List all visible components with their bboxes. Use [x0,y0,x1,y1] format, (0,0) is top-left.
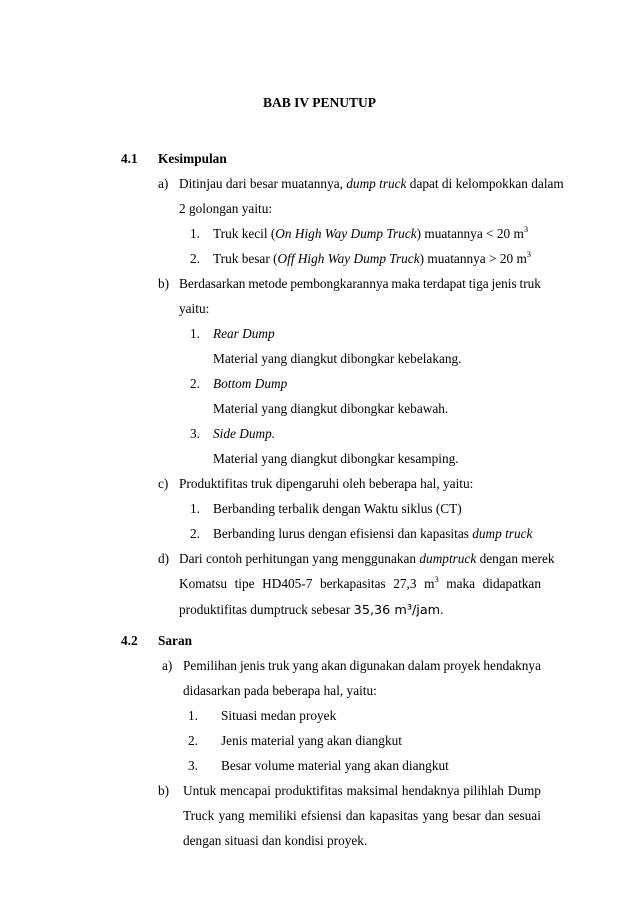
list-number: 2. [188,733,198,748]
section-heading-saran: Saran [158,633,192,648]
paragraph-line: Produktifitas truk dipengaruhi oleh beberapa hal, yaitu: [179,476,474,491]
list-item: Besar volume material yang akan diangkut [221,758,449,773]
paragraph-line-justified: Untuk mencapai produktifitas maksimal hendaknya pilihlah Dump [183,783,541,798]
list-marker: d) [158,551,170,566]
list-marker: a) [162,658,173,673]
paragraph-line: produktifitas dumptruck sebesar 35,36 m³/jam. [179,602,444,618]
paragraph-line-justified: Berdasarkan metode pembongkarannya maka terdapat tiga jenis truk [179,276,541,291]
list-marker: b) [158,783,170,798]
list-marker: c) [158,476,169,491]
list-number: 2. [190,376,200,391]
chapter-title: BAB IV PENUTUP [263,95,377,110]
list-item: Berbanding terbalik dengan Waktu siklus (CT) [213,501,462,516]
paragraph-line-justified: Komatsu tipe HD405-7 berkapasitas 27,3 $m^3$ maka didapatkan [179,574,541,591]
paragraph-line: didasarkan pada beberapa hal, yaitu: [183,683,377,698]
list-item: Truk besar (Off High Way Dump Truck) muatannya > 20 $m^3$ [213,249,532,266]
list-marker: a) [158,176,169,191]
list-number: 1. [190,501,200,516]
list-item-description: Material yang diangkut dibongkar kebelakang. [213,351,462,366]
productivity-value: 35,36 m³/jam [353,603,441,618]
list-number: 1. [188,708,198,723]
paragraph-line: dengan situasi dan kondisi proyek. [183,833,368,848]
paragraph-line: 2 golongan yaitu: [179,201,273,216]
paragraph-line: yaitu: [179,301,210,316]
list-item-name: Bottom Dump [213,376,288,391]
list-item-name: Side Dump. [213,426,276,441]
list-number: 1. [190,326,200,341]
list-number: 1. [190,226,200,241]
list-item-description: Material yang diangkut dibongkar kesamping. [213,451,459,466]
list-item: Berbanding lurus dengan efisiensi dan kapasitas dump truck [213,526,533,541]
list-item: Truk kecil (On High Way Dump Truck) muatannya < 20 $m^3$ [213,224,529,241]
list-item-description: Material yang diangkut dibongkar kebawah. [213,401,449,416]
list-item: Situasi medan proyek [221,708,337,723]
paragraph-line-justified: Truck yang memiliki efsiensi dan kapasitas yang besar dan sesuai [183,808,541,823]
list-number: 3. [190,426,200,441]
paragraph-line-justified: Pemilihan jenis truk yang akan digunakan dalam proyek hendaknya [183,658,541,673]
list-number: 3. [188,758,198,773]
section-number-4-1: 4.1 [121,151,138,166]
section-heading-kesimpulan: Kesimpulan [158,151,227,166]
list-marker: b) [158,276,170,291]
list-item-name: Rear Dump [213,326,275,341]
paragraph-line: Dari contoh perhitungan yang menggunakan dumptruck dengan merek [179,551,555,566]
list-number: 2. [190,526,200,541]
list-number: 2. [190,251,200,266]
section-number-4-2: 4.2 [121,633,138,648]
paragraph-line: Ditinjau dari besar muatannya, dump truck dapat di kelompokkan dalam [179,176,564,191]
list-item: Jenis material yang akan diangkut [221,733,402,748]
